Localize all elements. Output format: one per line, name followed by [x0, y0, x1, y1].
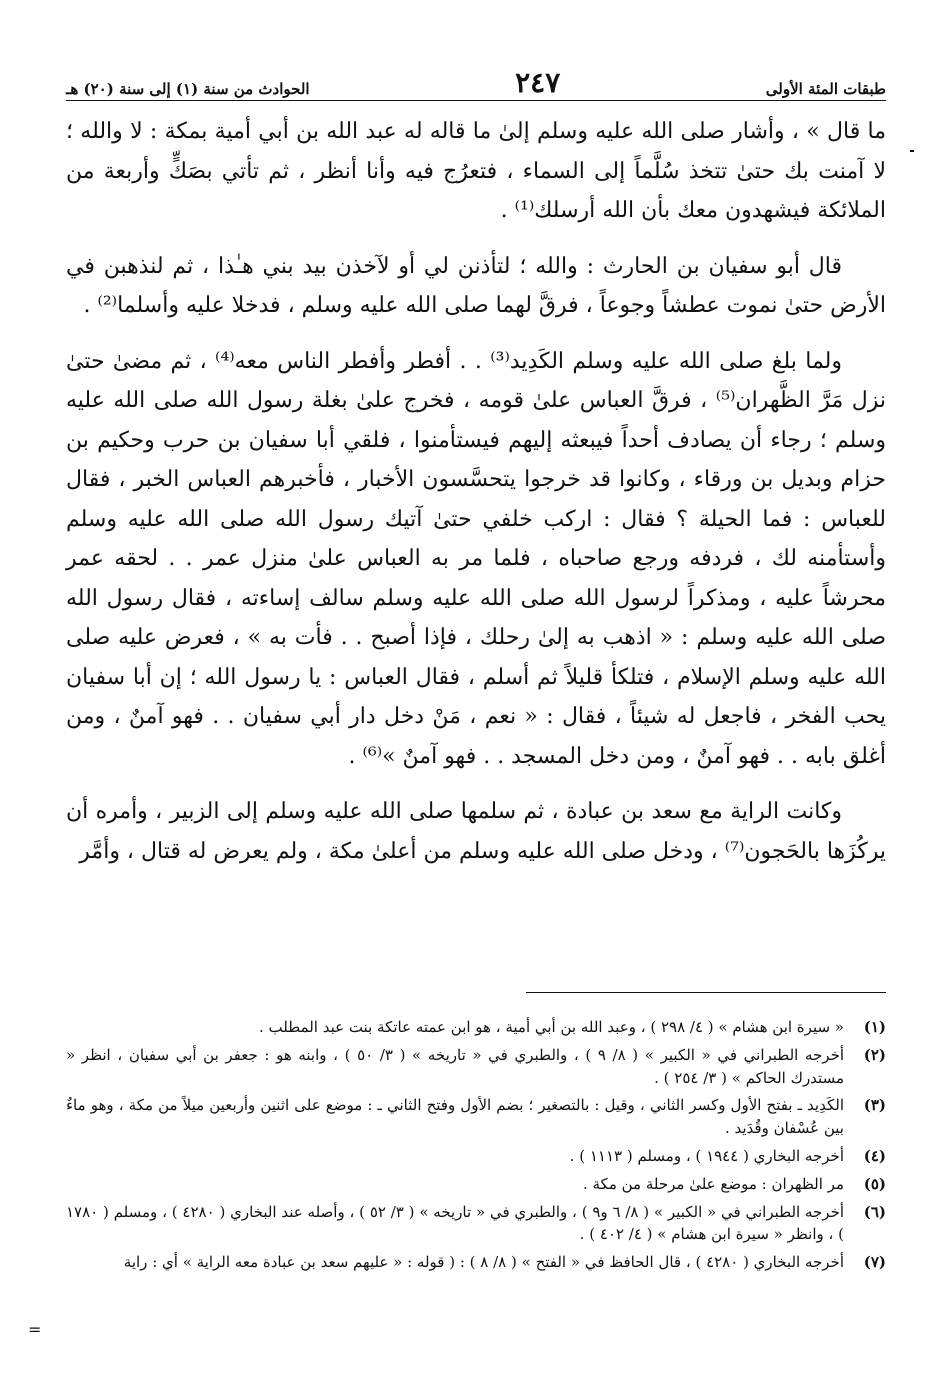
footnote-text: أخرجه البخاري ( ١٩٤٤ ) ، ومسلم ( ١١١٣ ) . — [569, 1146, 844, 1165]
footnote — [66, 1044, 886, 1090]
footnote-text: الكَدِيد ـ بفتح الأول وكسر الثاني ، وقيل : بالتصغير ؛ بضم الأول وفتح الثاني ـ : موضع على اثنين وأربعين ميلاً من مكة ، وهو ماءٌ بين عُسْفان وقُدَيد . — [66, 1096, 844, 1138]
footnote — [66, 1094, 886, 1140]
footnote-text: « سيرة ابن هشام » ( ٤/ ٢٩٨ ) ، وعبد الله بن أبي أمية ، هو ابن عمته عاتكة بنت عبد المطلب . — [259, 1018, 844, 1036]
footnote — [66, 1201, 886, 1247]
continuation-mark: = — [28, 1320, 42, 1339]
paragraph: ولما بلغ صلى الله عليه وسلم الكَدِيد⁽³⁾ . . أفطر وأفطر الناس معه⁽⁴⁾ ، ثم مضىٰ حتىٰ نزل مَرَّ الظَّهران⁽⁵⁾ ، فرقَّ العباس علىٰ قومه ، فخرج علىٰ بغلة رسول الله صلى الله عليه وسلم ؛ رجاء أن يصادف أحداً فيبعثه إليهم فيستأمنوا ، فلقي أبا سفيان بن حرب وحكيم بن حزام وبديل بن ورقاء ، وكانوا قد خرجوا يتحسَّسون الأخبار ، فأخبرهم العباس الخبر ، فقال للعباس : فما الحيلة ؟ فقال : اركب خلفي حتىٰ آتيك رسول الله صلى الله عليه وسلم وأستأمنه لك ، فردفه ورجع صاحباه ، فلما مر به العباس علىٰ منزل عمر . . لحقه عمر محرشاً عليه ، ومذكراً لرسول الله صلى الله عليه وسلم سالف إساءته ، فقال رسول الله صلى الله عليه وسلم : « اذهب به إلىٰ رحلك ، فإذا أصبح . . فأت به » ، فعرض عليه صلى الله عليه وسلم الإسلام ، فتلكأ قليلاً ثم أسلم ، فقال العباس : يا رسول الله ؛ إن أبا سفيان يحب الفخر ، فاجعل له شيئاً ، فقال : « نعم ، مَنْ دخل دار أبي سفيان . . فهو آمنٌ ، ومن أغلق بابه . . فهو آمنٌ ، ومن دخل المسجد . . فهو آمنٌ »⁽⁶⁾ . — [66, 348, 887, 769]
footnote-text: أخرجه الطبراني في « الكبير » ( ٨/ ٦ و٩ ) ، والطبري في « تاريخه » ( ٣/ ٥٢ ) ، وأصله عند البخاري ( ٤٢٨٠ ) ، ومسلم ( ١٧٨٠ ) ، وانظر « سيرة ابن هشام » ( ٤/ ٤٠٢ ) . — [66, 1202, 845, 1244]
page-number: ٢٤٧ — [515, 66, 561, 99]
section-title: الحوادث من سنة (١) إلى سنة (٢٠) هـ — [66, 80, 310, 98]
footnote-number: (٢) — [863, 1045, 886, 1064]
footnote-text: مر الظهران : موضع علىٰ مرحلة من مكة . — [582, 1174, 844, 1193]
footnote-number: (٤) — [863, 1146, 886, 1165]
margin-dot — [910, 150, 914, 152]
footnote-number: (٧) — [863, 1253, 886, 1272]
running-header — [66, 62, 886, 98]
footnote — [66, 1251, 886, 1274]
footnote — [66, 1016, 886, 1039]
footnote — [66, 1173, 886, 1196]
footnote — [66, 1145, 886, 1168]
footnote-rule — [526, 992, 886, 993]
footnotes — [66, 1016, 886, 1279]
header-rule — [66, 100, 886, 101]
footnote-number: (٦) — [863, 1202, 886, 1221]
paragraph: قال أبو سفيان بن الحارث : والله ؛ لتأذنن لي أو لآخذن بيد بني هـٰذا ، ثم لنذهبن في الأرض حتىٰ نموت عطشاً وجوعاً ، فرقَّ لهما صلى الله عليه وسلم ، فدخلا عليه وأسلما⁽²⁾ . — [66, 253, 886, 318]
footnote-number: (٣) — [863, 1096, 886, 1115]
footnote-text: أخرجه البخاري ( ٤٢٨٠ ) ، قال الحافظ في « الفتح » ( ٨/ ٨ ) : ( قوله : « عليهم سعد بن عبادة معه الراية » أي : راية — [123, 1253, 844, 1272]
footnote-number: (٥) — [863, 1174, 886, 1193]
footnote-text: أخرجه الطبراني في « الكبير » ( ٨/ ٩ ) ، والطبري في « تاريخه » ( ٣/ ٥٠ ) ، وابنه هو : جعفر بن أبي سفيان ، انظر « مستدرك الحاكم » ( ٣/ ٢٥٤ ) . — [66, 1045, 845, 1087]
footnote-number: (١) — [863, 1018, 886, 1036]
paragraph: وكانت الراية مع سعد بن عبادة ، ثم سلمها صلى الله عليه وسلم إلى الزبير ، وأمره أن يركُزَها بالحَجون⁽⁷⁾ ، ودخل صلى الله عليه وسلم من أعلىٰ مكة ، ولم يعرض له قتال ، وأمَّر — [66, 799, 886, 864]
paragraph: ما قال » ، وأشار صلى الله عليه وسلم إلىٰ ما قاله له عبد الله بن أبي أمية بمكة : لا والله ؛ لا آمنت بك حتىٰ تتخذ سُلَّماً إلى السماء ، فتعرُج فيه وأنا أنظر ، ثم تأتي بصَكٍّ وأربعة من الملائكة فيشهدون معك بأن الله أرسلك⁽¹⁾ . — [66, 119, 886, 223]
book-title: طبقات المئة الأولى — [765, 80, 886, 98]
main-text — [66, 112, 886, 887]
